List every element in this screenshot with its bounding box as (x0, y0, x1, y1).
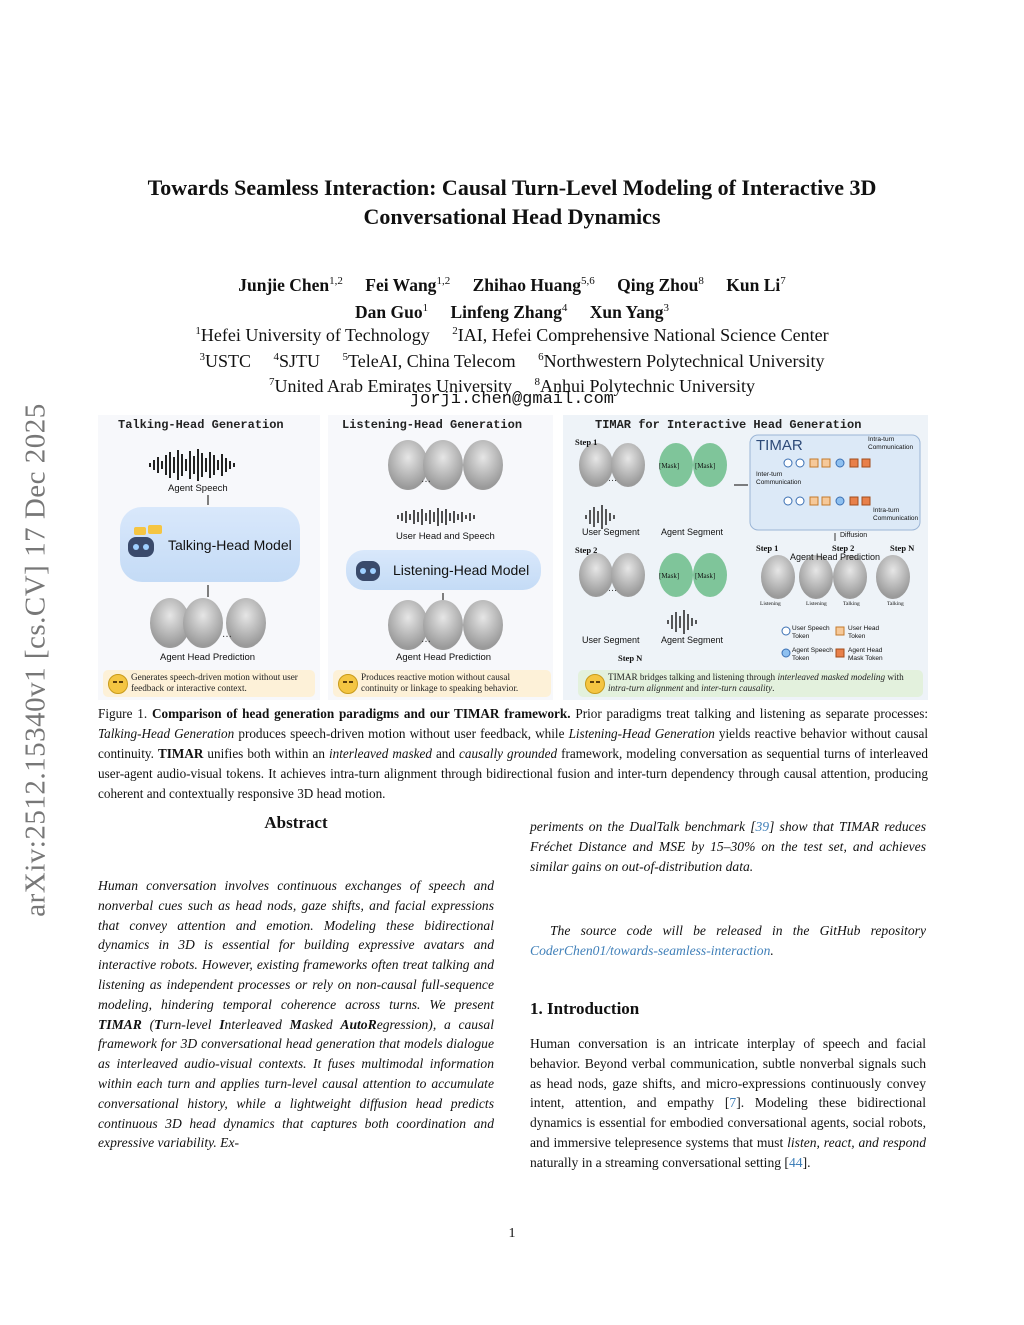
citation-link[interactable]: 44 (788, 1154, 803, 1170)
step-1-label: Step 1 (575, 437, 598, 447)
github-link[interactable]: CoderChen01/towards-seamless-interaction (530, 942, 771, 958)
affiliation: $^1$Hefei University of Technology (195, 325, 430, 345)
legend-user-speech: User Speech Token (792, 625, 830, 640)
svg-text:…: … (421, 634, 431, 645)
mask-label: [Mask] (695, 462, 716, 470)
agent-segment-label: Agent Segment (661, 635, 724, 645)
figure-1 (98, 415, 928, 700)
panel-2-input-label: User Head and Speech (396, 531, 495, 542)
panel-2-title: Listening-Head Generation (342, 418, 523, 432)
figure-caption: Figure 1. Comparison of head generation paradigms and our TIMAR framework. Prior paradigms treat talking and listening as separate processes: Talking-Head Generation produces speech-driven motion without user feedback, while Listening-Head Generation yields reactive behavior without causal continuity. TIMAR unifies both within an interleaved masked and causally grounded framework, modeling conversation as sequential turns of interleaved user-agent audio-visual tokens. It achieves intra-turn alignment through bidirectional fusion and inter-turn dependency through causal attention, producing coherent and contextually responsive 3D head motion. (98, 706, 929, 801)
svg-text:…: … (608, 583, 617, 593)
legend-agent-speech: Agent Speech Token (792, 647, 833, 662)
intra-turn-label: Intra-turn Communication (873, 507, 919, 522)
talking-tag: Talking (887, 601, 904, 607)
intro-heading: 1. Introduction (530, 999, 640, 1018)
author-list (110, 270, 914, 324)
svg-text:…: … (608, 473, 617, 483)
talking-tag: Talking (843, 601, 860, 607)
arxiv-stamp (6, 360, 66, 960)
step-2-label: Step 2 (832, 543, 855, 553)
abstract-heading: Abstract (264, 813, 328, 832)
timar-label: TIMAR (756, 437, 803, 454)
mask-label: [Mask] (659, 462, 680, 470)
face-emoji-icon (108, 674, 128, 694)
affiliation: $^8$Anhui Polytechnic University (534, 376, 755, 396)
contact-email[interactable]: jorji.chen@gmail.com (409, 390, 615, 409)
author: Qing Zhou$^8$ (617, 274, 704, 295)
abstract-body: Human conversation involves continuous exchanges of speech and nonverbal cues such as head nods, gaze shifts, and facial expressions that convey attention and emotion. Modeling these bidirectional dynamics in 3D is essential for building expressive avatars and interactive robots. However, existing frameworks often treat talking and listening as independent processes or rely on non-causal full-sequence modeling, hindering temporal coherence across turns. We present TIMAR (Turn-level Interleaved Masked AutoRegression), a causal framework for 3D conversational head generation that models dialogue as interleaved audio-visual contexts. It fuses multimodal information within each turn and applies turn-level causal attention to accumulate conversational history, while a lightweight diffusion head predicts continuous 3D head dynamics that captures both coordination and expressive variability. Ex- (98, 878, 494, 1151)
legend-user-head: User Head Token (848, 625, 880, 640)
face-emoji-icon (338, 674, 358, 694)
title-line-1: Towards Seamless Interaction: Causal Turn-Level Modeling of Interactive 3D (147, 175, 877, 200)
step-n-label: Step N (618, 653, 643, 663)
inter-turn-label: Inter-turn Communication (756, 471, 802, 486)
intro-body: Human conversation is an intricate interplay of speech and facial behavior. Beyond verbal communication, subtle nonverbal signals such as head nods, gaze shifts, and micro-expressions continuously convey intent, attention, and empathy [7]. Modeling these bidirectional dynamics is essential for embodied conversational agents, social robots, and immersive telepresence systems that must listen, react, and respond naturally in a streaming conversational setting [44]. (530, 1036, 926, 1170)
listening-tag: Listening (806, 601, 827, 607)
listening-tag: Listening (760, 601, 781, 607)
panel-2-note: Produces reactive motion without causal continuity or linkage to speaking behavior. (361, 672, 519, 693)
diffusion-label: Diffusion (840, 532, 868, 539)
panel-2-heads-top (388, 440, 503, 490)
mask-label: [Mask] (659, 572, 680, 580)
panel-1-model-label: Talking-Head Model (168, 537, 292, 553)
affiliation: $^4$SJTU (273, 350, 320, 371)
arxiv-id: arXiv:2512.15340v1 [cs.CV] 17 Dec 2025 (19, 403, 52, 917)
panel-2-output-label: Agent Head Prediction (396, 652, 492, 663)
user-segment-label: User Segment (582, 527, 640, 537)
author: Kun Li$^7$ (726, 274, 786, 295)
paper-title (90, 173, 934, 231)
source-code-note: The source code will be released in the GitHub repository CoderChen01/towards-seamless-interaction. (530, 923, 926, 958)
agent-head-prediction-label: Agent Head Prediction (790, 552, 881, 562)
panel-1-title: Talking-Head Generation (118, 418, 284, 432)
step-2-label: Step 2 (575, 545, 598, 555)
step-n-label: Step N (890, 543, 915, 553)
face-emoji-icon (585, 674, 605, 694)
panel-1-note: Generates speech-driven motion without user feedback or interactive context. (131, 672, 298, 693)
author: Junjie Chen$^{1,2}$ (238, 274, 343, 295)
author: Fei Wang$^{1,2}$ (365, 274, 451, 295)
intra-turn-label: Intra-turn Communication (868, 436, 914, 451)
mask-label: [Mask] (695, 572, 716, 580)
page-number: 1 (508, 1226, 516, 1241)
author: Xun Yang$^3$ (589, 301, 669, 322)
author: Dan Guo$^1$ (355, 301, 429, 322)
affiliation: $^2$IAI, Hefei Comprehensive National Science Center (452, 325, 829, 345)
affiliation: $^5$TeleAI, China Telecom (342, 350, 516, 371)
panel-2-heads-bottom (388, 600, 503, 650)
legend-agent-head-mask: Agent Head Mask Token (848, 647, 883, 662)
citation-link[interactable]: 39 (755, 819, 770, 834)
citation-link[interactable]: 7 (729, 1095, 737, 1111)
panel-2-model-label: Listening-Head Model (393, 562, 530, 578)
panel-3-note: TIMAR bridges talking and listening through interleaved masked modeling with intra-turn alignment and inter-turn causality. (608, 672, 904, 693)
panel-3-title: TIMAR for Interactive Head Generation (595, 418, 862, 432)
panel-1-input-label: Agent Speech (168, 483, 228, 494)
agent-segment-label: Agent Segment (661, 527, 724, 537)
robot-icon (356, 561, 380, 581)
title-line-2: Conversational Head Dynamics (363, 204, 661, 229)
author: Linfeng Zhang$^4$ (450, 301, 568, 322)
author: Zhihao Huang$^{5,6}$ (472, 274, 595, 295)
panel-1-heads (150, 598, 266, 648)
affiliation: $^6$Northwestern Polytechnical University (538, 350, 825, 371)
step-1-label: Step 1 (756, 543, 779, 553)
panel-1-output-label: Agent Head Prediction (160, 652, 256, 663)
user-segment-label: User Segment (582, 635, 640, 645)
abstract-continued: periments on the DualTalk benchmark [39] show that TIMAR reduces Fréchet Distance and MSE by 15–30% on the test set, and achieves similar gains on out-of-distribution data. (530, 819, 926, 874)
affiliation-list (110, 321, 914, 398)
svg-text:…: … (421, 474, 431, 485)
affiliation: $^7$United Arab Emirates University (269, 376, 512, 396)
affiliation: $^3$USTC (199, 350, 251, 371)
token-row-2 (784, 497, 870, 505)
token-row-1 (784, 459, 870, 467)
svg-text:…: … (222, 629, 232, 640)
